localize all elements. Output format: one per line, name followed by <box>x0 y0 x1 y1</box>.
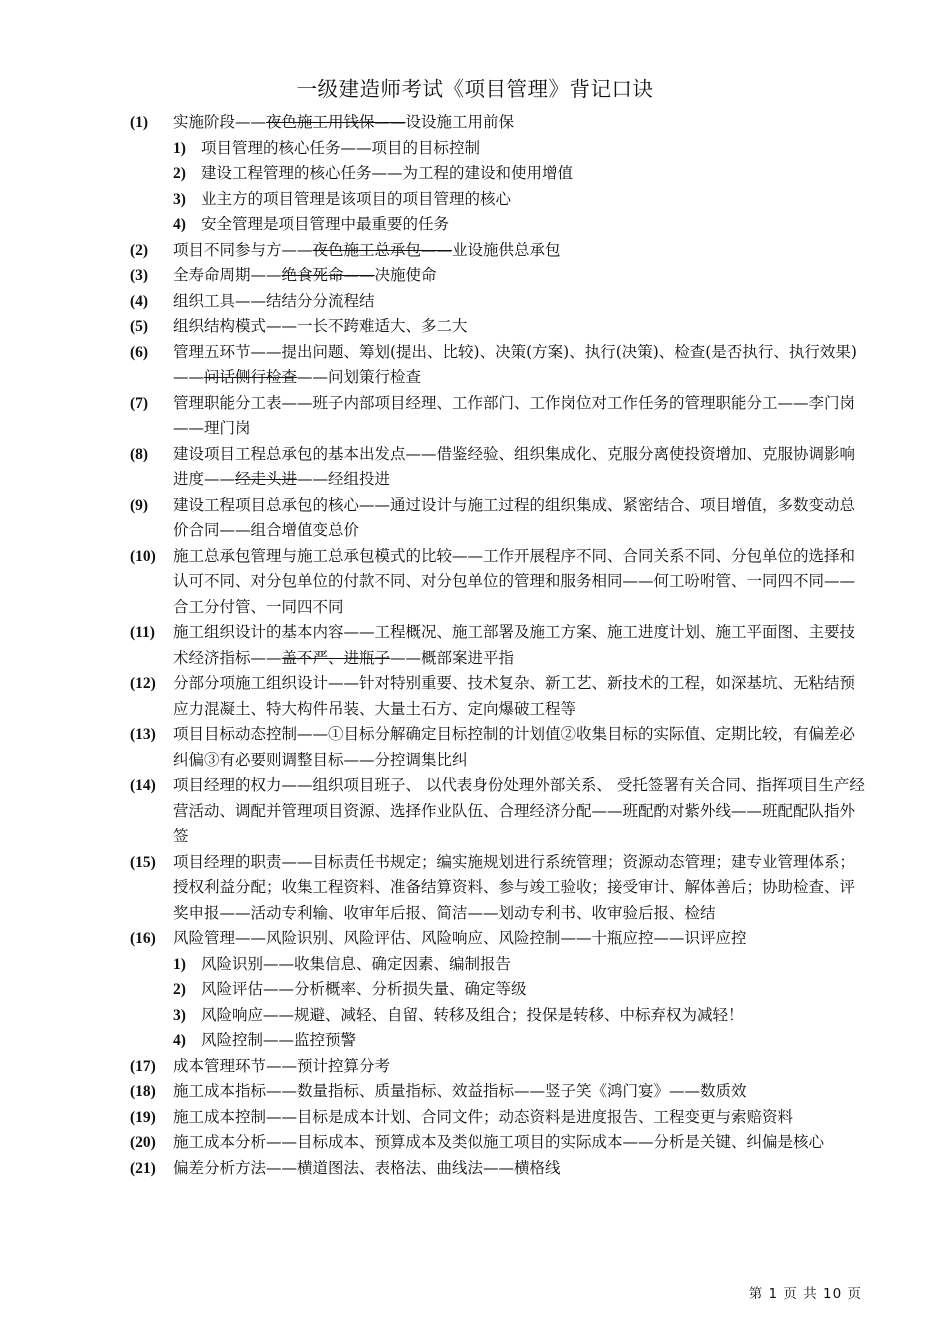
list-item <box>130 1156 868 1182</box>
sub-text: 安全管理是项目管理中最重要的任务 <box>201 215 450 233</box>
mnemonic-decoded: ——问划策行检查 <box>297 368 422 386</box>
item-number: (8) <box>130 445 149 463</box>
sub-text: 风险响应——规避、减轻、自留、转移及组合；投保是转移、中标弃权为减轻！ <box>201 1005 744 1024</box>
mnemonic: 李门岗 <box>808 393 856 412</box>
item-text: 风险管理——风险识别、风险评估、风险响应、风险控制—— <box>173 929 592 947</box>
item-number: (21) <box>130 1159 156 1177</box>
sub-item <box>130 977 868 1003</box>
sub-number: 4) <box>173 1032 186 1049</box>
item-text: 偏差分析方法——横道图法、表格法、曲线法—— <box>173 1158 515 1177</box>
item-number: (16) <box>130 930 156 947</box>
list-item <box>130 340 868 391</box>
mnemonic-decoded: ——划动专利书、收审验后报、检结 <box>467 903 716 922</box>
sub-item <box>130 161 868 187</box>
list-item <box>130 263 868 289</box>
sub-number: 2) <box>173 981 186 998</box>
item-number: (18) <box>130 1083 156 1100</box>
sub-text: 项目管理的核心任务——项目的目标控制 <box>201 138 481 157</box>
item-number: (12) <box>130 675 156 692</box>
mnemonic: 十瓶应控 <box>591 929 654 947</box>
item-number: (5) <box>130 318 149 335</box>
sub-text: 风险控制——监控预警 <box>201 1031 357 1049</box>
sub-text: 风险评估——分析概率、分析损失量、确定等级 <box>201 980 527 998</box>
list-item <box>130 442 868 493</box>
sub-number: 1) <box>173 139 186 157</box>
item-number: (15) <box>130 853 156 871</box>
mnemonic: 预计控算分考 <box>297 1056 391 1075</box>
mnemonic-decoded: 决施使命 <box>374 266 437 284</box>
mnemonic: 活动专利输、收审年后报、简洁 <box>250 903 468 922</box>
item-number: (1) <box>130 114 149 131</box>
item-number: (10) <box>130 547 156 565</box>
list-item <box>130 544 868 621</box>
item-number: (6) <box>130 343 149 361</box>
sub-text: 建设工程管理的核心任务——为工程的建设和使用增值 <box>201 164 574 182</box>
mnemonic: 盖不严、进瓶子 <box>281 648 391 667</box>
list-item <box>130 850 868 927</box>
item-number: (4) <box>130 292 149 310</box>
item-number: (17) <box>130 1057 156 1075</box>
item-text: 项目目标动态控制——①目标分解确定目标控制的计划值②收集目标的实际值、定期比较，有偏差必纠偏③有必要则调整目标—— <box>173 725 856 769</box>
item-text: 施工成本指标——数量指标、质量指标、效益指标—— <box>173 1082 546 1100</box>
mnemonic-decoded: ——经组投进 <box>297 470 391 488</box>
list-item <box>130 671 868 722</box>
item-text: 管理职能分工表——班子内部项目经理、工作部门、工作岗位对工作任务的管理职能分工—— <box>173 393 809 412</box>
sub-item <box>130 187 868 213</box>
mnemonic: 夜色施工用钱保—— <box>266 113 406 131</box>
item-text: 分部分项施工组织设计——针对特别重要、技术复杂、新工艺、新技术的工程，如深基坑、无粘结预应力混凝土、特大构件吊装、大量土石方、定向爆破工程等 <box>173 674 856 718</box>
item-number: (19) <box>130 1108 156 1126</box>
list-item <box>130 926 868 952</box>
item-number: (7) <box>130 394 149 412</box>
mnemonic: 横格线 <box>514 1158 561 1177</box>
sub-item <box>130 136 868 162</box>
list-item <box>130 722 868 773</box>
mnemonic: 一长不跨难适大、多二大 <box>297 317 468 335</box>
mnemonic: 竖子笑 <box>545 1082 592 1100</box>
item-text: 建设工程项目总承包的核心——通过设计与施工过程的组织集成、紧密结合、项目增值，多数变动总价合同—— <box>173 495 856 539</box>
mnemonic: 成本计划、合同文件 <box>343 1107 484 1126</box>
sub-number: 1) <box>173 955 186 973</box>
item-text: 项目经理的权力——组织项目班子、 以代表身份处理外部关系、 受托签署有关合同、指挥项目生产经营活动、调配并管理项目资源、选择作业队伍、合理经济分配—— <box>173 776 865 820</box>
mnemonic: 结结分分流程结 <box>266 291 375 310</box>
item-text: ；动态资料是 <box>483 1107 577 1126</box>
item-number: (13) <box>130 726 156 743</box>
item-number: (20) <box>130 1134 156 1151</box>
mnemonic: 绝食死命—— <box>281 266 375 284</box>
item-text: 施工成本分析——目标成本、预算成本及类似施工项目的实际成本——分析是关键、纠偏是核心 <box>173 1133 825 1151</box>
sub-number: 4) <box>173 216 186 233</box>
item-text: 项目不同参与方—— <box>173 240 313 259</box>
mnemonic: 问话侧行检查 <box>204 368 298 386</box>
item-number: (14) <box>130 777 156 794</box>
item-number: (2) <box>130 241 149 259</box>
list-item <box>130 620 868 671</box>
list-item <box>130 1105 868 1131</box>
list-item <box>130 110 868 136</box>
sub-number: 3) <box>173 190 186 208</box>
mnemonic: 班配酌对紫外线 <box>622 801 732 820</box>
list-item <box>130 773 868 850</box>
mnemonic: 分控调集比纠 <box>374 750 468 769</box>
mnemonic: 何工吩咐管、一同四不同 <box>653 572 825 590</box>
page-number: 第 1 页 共 10 页 <box>748 1286 862 1302</box>
mnemonic-decoded: 设设施工用前保 <box>405 113 515 131</box>
item-text: 成本管理环节—— <box>173 1056 298 1075</box>
mnemonic: 夜色施工总承包—— <box>312 240 453 259</box>
mnemonic: 进度报告、工程变更与索赔资料 <box>576 1107 794 1126</box>
item-text: 组织工具—— <box>173 291 267 310</box>
sub-item <box>130 212 868 238</box>
item-number: (11) <box>130 624 155 641</box>
sub-item <box>130 952 868 978</box>
sub-item <box>130 1003 868 1029</box>
mnemonic-decoded: 业设施供总承包 <box>452 240 561 259</box>
sub-item <box>130 1028 868 1054</box>
item-text: 施工组织设计的基本内容——工程概况、施工部署及施工方案、施工进度计划、施工平面图、主要技术经济指标—— <box>173 623 856 667</box>
list-item <box>130 1054 868 1080</box>
item-text: 实施阶段—— <box>173 113 267 131</box>
item-text: 施工成本控制——目标是 <box>173 1107 344 1126</box>
sub-text: 风险识别——收集信息、确定因素、编制报告 <box>201 954 512 973</box>
item-number: (3) <box>130 267 149 284</box>
item-text: 组织结构模式—— <box>173 317 298 335</box>
mnemonic-decoded: ——合工分付管、一同四不同 <box>173 572 856 616</box>
list-item <box>130 314 868 340</box>
list-item <box>130 493 868 544</box>
item-text: 项目经理的职责——目标责任书规定；编实施规划进行系统管理；资源动态管理；建专业管理体系；授权利益分配；收集工程资料、准备结算资料、参与竣工验收；接受审计、解体善后；协助检查、评奖申报—— <box>173 852 856 922</box>
list-item <box>130 1079 868 1105</box>
list-item <box>130 238 868 264</box>
mnemonic-decoded: ——概部案进平指 <box>390 648 515 667</box>
item-text: 建设项目工程总承包的基本出发点——借鉴经验、组织集成化、克服分离使投资增加、克服协调影响进度—— <box>173 444 856 488</box>
list-item <box>130 391 868 442</box>
mnemonic: 经走头进 <box>235 470 298 488</box>
item-text: 施工总承包管理与施工总承包模式的比较——工作开展程序不同、合同关系不同、分包单位的选择和认可不同、对分包单位的付款不同、对分包单位的管理和服务相同—— <box>173 546 856 590</box>
sub-number: 2) <box>173 165 186 182</box>
mnemonic: 组合增值变总价 <box>250 521 360 539</box>
page-title: 一级建造师考试《项目管理》背记口诀 <box>296 77 654 101</box>
item-text: 全寿命周期—— <box>173 266 282 284</box>
mnemonic-decoded: ——识评应控 <box>653 929 747 947</box>
mnemonic-decoded: 《鸿门宴》——数质效 <box>591 1082 747 1100</box>
item-number: (9) <box>130 496 149 514</box>
sub-number: 3) <box>173 1006 186 1024</box>
item-text: 管理五环节——提出问题、筹划(提出、比较)、决策(方案)、执行(决策)、检查(是否执行、执行效果)—— <box>173 342 857 386</box>
mnemonic-decoded: ——班配配队指外签 <box>173 801 856 845</box>
list-item <box>130 1130 868 1156</box>
list-item <box>130 289 868 315</box>
sub-text: 业主方的项目管理是该项目的项目管理的核心 <box>201 189 512 208</box>
mnemonic-list <box>130 110 868 1181</box>
mnemonic-decoded: ——理门岗 <box>173 419 251 437</box>
